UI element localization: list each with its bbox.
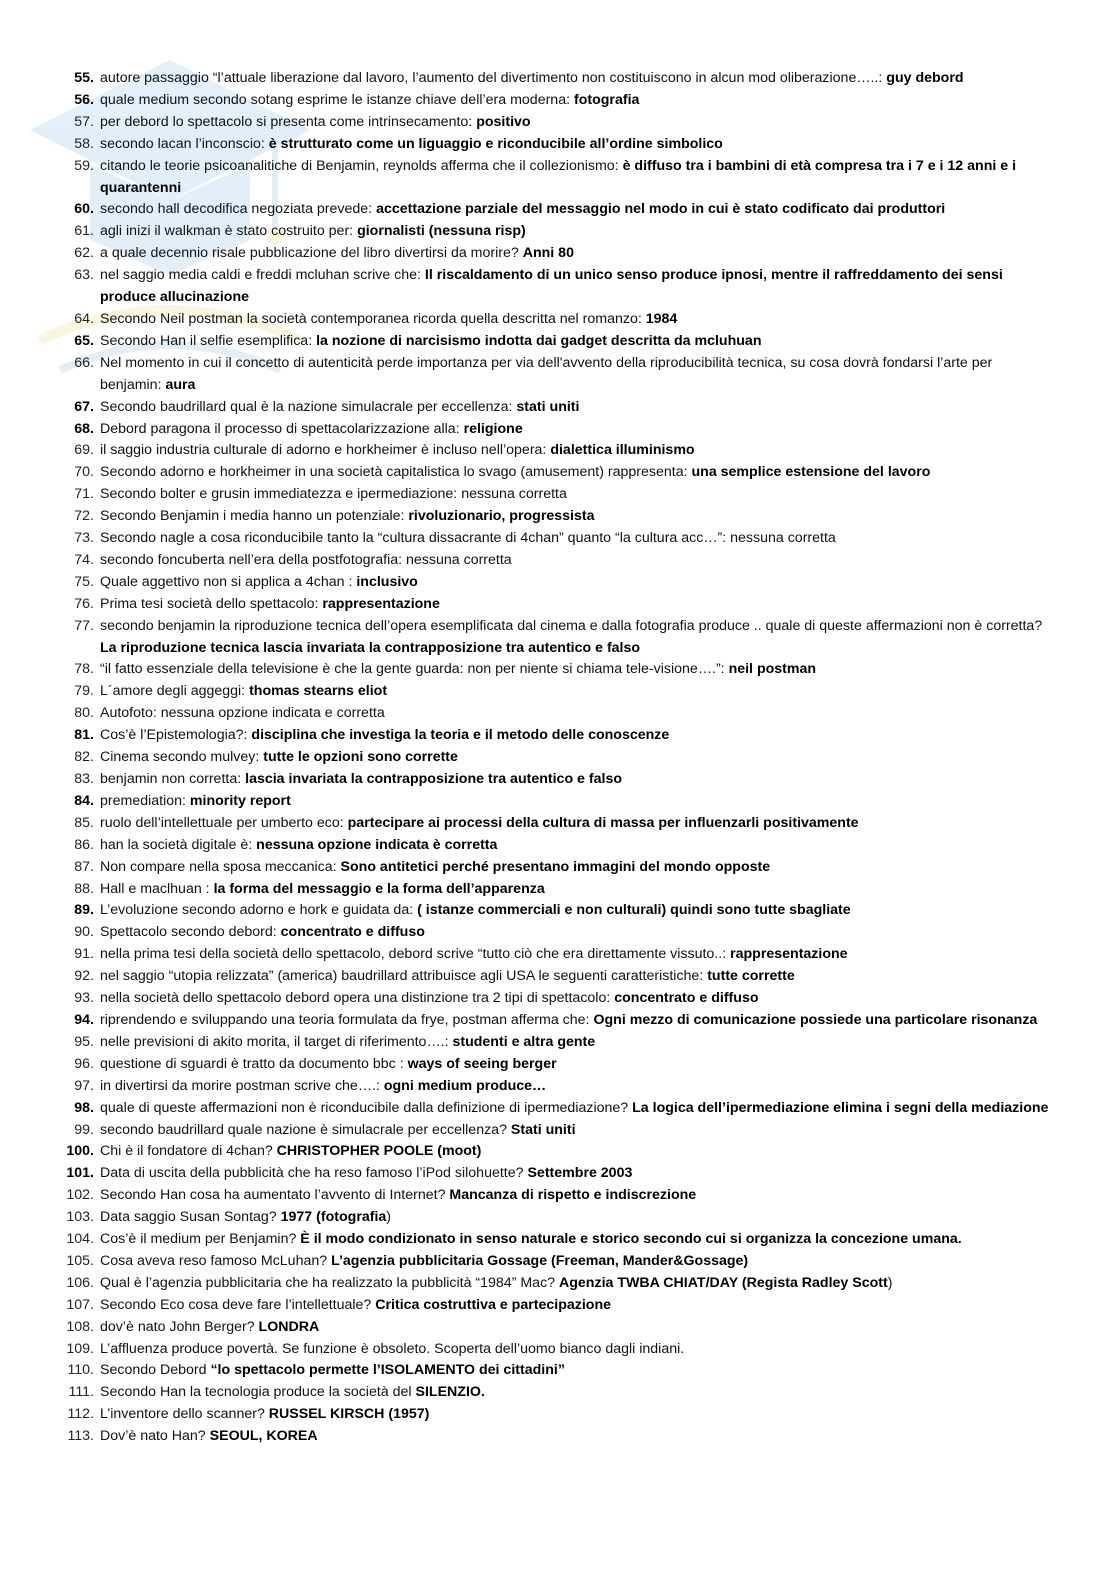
item-text bbox=[100, 309, 1056, 331]
list-item bbox=[66, 309, 1056, 331]
list-item bbox=[66, 1360, 1056, 1382]
answer-text: Agenzia TWBA CHIAT/DAY (Regista Radley Scott bbox=[559, 1274, 888, 1291]
answer-text: 1977 (fotografia bbox=[280, 1209, 387, 1226]
item-text bbox=[100, 572, 1056, 594]
item-number: 86. bbox=[74, 836, 94, 853]
list-item bbox=[66, 243, 1056, 265]
item-number: 88. bbox=[74, 880, 94, 897]
list-item bbox=[66, 1185, 1056, 1207]
item-number: 96. bbox=[74, 1055, 94, 1072]
item-number: 92. bbox=[74, 968, 94, 985]
list-item bbox=[66, 1054, 1056, 1076]
question-text: autore passaggio “l’attuale liberazione dal lavoro, l’aumento del divertimento non costituiscono in alcun mod oliberazione…..: bbox=[100, 70, 887, 86]
list-item bbox=[66, 265, 1056, 309]
question-text: per debord lo spettacolo si presenta come intrinsecamento: bbox=[100, 113, 477, 130]
list-item bbox=[66, 156, 1056, 200]
question-text: secondo hall decodifica negoziata prevede: bbox=[100, 201, 377, 218]
item-number: 80. bbox=[74, 705, 94, 722]
answer-text: Anni 80 bbox=[522, 245, 574, 262]
answer-text: neil postman bbox=[728, 661, 817, 678]
item-number: 85. bbox=[74, 814, 94, 831]
item-text bbox=[100, 397, 1056, 419]
item-number: 72. bbox=[74, 508, 94, 525]
list-item bbox=[66, 1098, 1056, 1120]
item-number: 83. bbox=[74, 771, 94, 787]
answer-text: è diffuso tra i bambini di età compresa tra i 7 e i 12 anni e i quarantenni bbox=[100, 157, 1017, 196]
answer-text: tutte corrette bbox=[707, 968, 795, 985]
list-item bbox=[66, 835, 1056, 857]
item-number: 97. bbox=[74, 1077, 94, 1094]
question-text: Secondo nagle a cosa riconducibile tanto la “cultura dissacrante di 4chan” quanto “la cultura acc…”: nessuna corretta bbox=[100, 530, 836, 547]
question-text: Secondo baudrillard qual è la nazione simulacrale per eccellenza: bbox=[100, 398, 517, 415]
question-text: Non compare nella sposa meccanica: bbox=[100, 858, 341, 875]
answer-text: 1984 bbox=[645, 310, 678, 327]
answer-text: dialettica illuminismo bbox=[550, 442, 695, 459]
list-item bbox=[66, 397, 1056, 419]
question-text: Secondo Han cosa ha aumentato l’avvento di Internet? bbox=[100, 1187, 450, 1204]
question-text: riprendendo e sviluppando una teoria formulata da frye, postman afferma che: bbox=[100, 1011, 594, 1028]
trailing-text: ) bbox=[386, 1209, 392, 1226]
item-text bbox=[100, 1032, 1056, 1054]
item-text bbox=[100, 90, 1056, 112]
list-item bbox=[66, 506, 1056, 528]
item-text bbox=[100, 1426, 1056, 1448]
list-item bbox=[66, 112, 1056, 134]
item-number: 103. bbox=[66, 1209, 94, 1226]
answer-text: RUSSEL KIRSCH (1957) bbox=[268, 1406, 430, 1423]
answer-text: accettazione parziale del messaggio nel modo in cui è stato codificato dai produttori bbox=[376, 201, 946, 218]
item-number: 100. bbox=[66, 1143, 94, 1160]
item-text bbox=[100, 221, 1056, 243]
list-item bbox=[66, 879, 1056, 901]
item-text bbox=[100, 1382, 1056, 1404]
item-number: 90. bbox=[74, 924, 94, 941]
item-text bbox=[100, 156, 1056, 200]
item-number: 79. bbox=[74, 683, 94, 700]
question-text: il saggio industria culturale di adorno e horkheimer è incluso nell’opera: bbox=[100, 442, 551, 459]
question-text: nella prima tesi della società dello spettacolo, debord scrive “tutto ciò che era direttamente vissuto..: bbox=[100, 946, 731, 963]
answer-text: inclusivo bbox=[356, 573, 418, 590]
question-text: Spettacolo secondo debord: bbox=[100, 924, 281, 941]
item-text bbox=[100, 528, 1056, 550]
question-text: premediation: bbox=[100, 792, 190, 809]
question-text: Secondo Eco cosa deve fare l’intellettuale? bbox=[100, 1296, 376, 1313]
item-text bbox=[100, 550, 1056, 572]
item-number: 76. bbox=[74, 595, 94, 612]
answer-text: La logica dell’ipermediazione elimina i segni della mediazione bbox=[632, 1099, 1049, 1116]
list-item bbox=[66, 484, 1056, 506]
item-text bbox=[100, 747, 1056, 769]
item-number: 109. bbox=[66, 1340, 94, 1357]
list-item bbox=[66, 1207, 1056, 1229]
item-text bbox=[100, 484, 1056, 506]
item-number: 99. bbox=[74, 1121, 94, 1138]
question-text: “il fatto essenziale della televisione è che la gente guarda: non per niente si chiama tele-visione….”: bbox=[100, 661, 729, 678]
answer-text: nessuna opzione indicata è corretta bbox=[256, 836, 498, 853]
item-text bbox=[100, 1120, 1056, 1142]
item-text bbox=[100, 879, 1056, 901]
list-item bbox=[66, 1317, 1056, 1339]
item-number: 91. bbox=[74, 946, 94, 963]
answer-text: Mancanza di rispetto e indiscrezione bbox=[449, 1187, 697, 1204]
list-item bbox=[66, 594, 1056, 616]
question-text: Qual è l’agenzia pubblicitaria che ha realizzato la pubblicità “1984” Mac? bbox=[100, 1274, 559, 1291]
question-text: Cosa aveva reso famoso McLuhan? bbox=[100, 1252, 332, 1269]
item-number: 113. bbox=[67, 1428, 94, 1445]
item-number: 68. bbox=[74, 420, 94, 437]
item-text bbox=[100, 813, 1056, 835]
item-number: 71. bbox=[74, 486, 94, 503]
item-number: 108. bbox=[66, 1318, 94, 1335]
item-number: 61. bbox=[74, 223, 94, 240]
list-item bbox=[66, 1163, 1056, 1185]
item-text bbox=[100, 1295, 1056, 1317]
list-item bbox=[66, 68, 1056, 90]
item-text bbox=[100, 900, 1056, 922]
item-text bbox=[100, 68, 1056, 90]
answer-text: minority report bbox=[189, 792, 291, 809]
item-text bbox=[100, 944, 1056, 966]
answer-text: rivoluzionario, progressista bbox=[408, 508, 595, 525]
item-number: 66. bbox=[74, 354, 94, 371]
question-text: quale medium secondo sotang esprime le istanze chiave dell’era moderna: bbox=[100, 91, 574, 108]
item-number: 107. bbox=[66, 1296, 94, 1313]
question-text: secondo baudrillard quale nazione è simulacrale per eccellenza? bbox=[100, 1121, 511, 1138]
item-number: 74. bbox=[74, 551, 94, 568]
item-text bbox=[100, 331, 1056, 353]
item-text bbox=[100, 857, 1056, 879]
item-text bbox=[100, 616, 1056, 660]
list-item bbox=[66, 1426, 1056, 1448]
question-text: Quale aggettivo non si applica a 4chan : bbox=[100, 573, 357, 590]
answer-text: L’agenzia pubblicitaria Gossage (Freeman, Mander&Gossage) bbox=[331, 1252, 749, 1269]
item-text bbox=[100, 1141, 1056, 1163]
item-number: 104. bbox=[66, 1231, 94, 1248]
answer-text: Il riscaldamento di un unico senso produce ipnosi, mentre il raffreddamento dei sensi produce allucinazione bbox=[100, 267, 1003, 306]
item-number: 110. bbox=[67, 1362, 94, 1379]
answer-text: thomas stearns eliot bbox=[249, 683, 388, 700]
list-item bbox=[66, 353, 1056, 397]
answer-text: Ogni mezzo di comunicazione possiede una particolare risonanza bbox=[593, 1011, 1038, 1028]
answer-text: stati uniti bbox=[516, 398, 580, 415]
answer-text: SILENZIO. bbox=[415, 1384, 485, 1401]
answer-text: positivo bbox=[476, 113, 531, 130]
question-text: Secondo Han la tecnologia produce la società del bbox=[100, 1384, 416, 1401]
question-text: L’affluenza produce povertà. Se funzione è obsoleto. Scoperta dell’uomo bianco dagli indiani. bbox=[100, 1340, 685, 1357]
item-text bbox=[100, 791, 1056, 813]
answer-text: fotografia bbox=[573, 91, 640, 108]
item-number: 59. bbox=[74, 157, 94, 174]
list-item bbox=[66, 419, 1056, 441]
item-number: 105. bbox=[66, 1252, 94, 1269]
answer-text: rappresentazione bbox=[730, 946, 848, 963]
question-text: Secondo adorno e horkheimer in una società capitalistica lo svago (amusement) rappresenta: bbox=[100, 464, 692, 481]
question-text: Cos’è l’Epistemologia?: bbox=[100, 727, 252, 744]
question-text: citando le teorie psicoanalitiche di Benjamin, reynolds afferma che il collezionismo: bbox=[100, 157, 623, 174]
list-item bbox=[66, 725, 1056, 747]
item-number: 112. bbox=[67, 1406, 94, 1423]
answer-text: È il modo condizionato in senso naturale e storico secondo cui si organizza la concezione umana. bbox=[300, 1231, 962, 1248]
item-text bbox=[100, 1360, 1056, 1382]
question-text: Secondo Neil postman la società contemporanea ricorda quella descritta nel romanzo: bbox=[100, 310, 646, 327]
item-number: 87. bbox=[74, 858, 94, 875]
answer-text: una semplice estensione del lavoro bbox=[691, 464, 931, 481]
item-number: 77. bbox=[74, 617, 94, 634]
answer-text: partecipare ai processi della cultura di massa per influenzarli positivamente bbox=[347, 814, 859, 831]
list-item bbox=[66, 134, 1056, 156]
item-number: 84. bbox=[74, 792, 94, 809]
question-text: Secondo Benjamin i media hanno un potenziale: bbox=[100, 508, 409, 525]
question-text: Data di uscita della pubblicità che ha reso famoso l’iPod silohuette? bbox=[100, 1165, 528, 1182]
item-number: 63. bbox=[74, 267, 94, 284]
question-text: quale di queste affermazioni non è riconducibile dalla definizione di ipermediazione? bbox=[100, 1099, 633, 1116]
list-item bbox=[66, 900, 1056, 922]
item-number: 98. bbox=[74, 1099, 94, 1116]
list-item bbox=[66, 1273, 1056, 1295]
answer-text: La riproduzione tecnica lascia invariata la contrapposizione tra autentico e falso bbox=[100, 639, 641, 656]
answer-text: rappresentazione bbox=[322, 595, 440, 612]
item-text bbox=[100, 769, 1056, 791]
list-item bbox=[66, 791, 1056, 813]
answer-text: la nozione di narcisismo indotta dai gadget descritta da mcluhuan bbox=[316, 332, 762, 349]
item-text bbox=[100, 199, 1056, 221]
item-text bbox=[100, 1054, 1056, 1076]
list-item bbox=[66, 944, 1056, 966]
item-text bbox=[100, 462, 1056, 484]
answer-text: religione bbox=[463, 420, 523, 437]
item-number: 95. bbox=[74, 1033, 94, 1050]
answer-text: aura bbox=[165, 376, 196, 393]
answer-text: SEOUL, KOREA bbox=[209, 1428, 318, 1445]
item-text bbox=[100, 659, 1056, 681]
question-text: L´amore degli aggeggi: bbox=[100, 683, 250, 700]
item-text bbox=[100, 506, 1056, 528]
item-number: 55. bbox=[74, 70, 94, 86]
trailing-text: ) bbox=[887, 1274, 893, 1291]
list-item bbox=[66, 1339, 1056, 1361]
list-item bbox=[66, 1251, 1056, 1273]
item-text bbox=[100, 1163, 1056, 1185]
question-text: secondo lacan l’inconscio: bbox=[100, 135, 269, 152]
answer-text: ways of seeing berger bbox=[407, 1055, 557, 1072]
list-item bbox=[66, 528, 1056, 550]
item-text bbox=[100, 440, 1056, 462]
item-text bbox=[100, 134, 1056, 156]
item-text bbox=[100, 243, 1056, 265]
list-item bbox=[66, 462, 1056, 484]
answer-text: LONDRA bbox=[258, 1318, 320, 1335]
list-item bbox=[66, 616, 1056, 660]
item-number: 81. bbox=[74, 727, 94, 744]
item-text bbox=[100, 419, 1056, 441]
item-text bbox=[100, 1273, 1056, 1295]
answer-text: lascia invariata la contrapposizione tra autentico e falso bbox=[245, 771, 623, 787]
question-text: ruolo dell’intellettuale per umberto eco: bbox=[100, 814, 348, 831]
list-item bbox=[66, 1295, 1056, 1317]
question-text: Secondo Debord bbox=[100, 1362, 211, 1379]
question-text: Hall e maclhuan : bbox=[100, 880, 214, 897]
answer-text: CHRISTOPHER POOLE (moot) bbox=[276, 1143, 482, 1160]
item-text bbox=[100, 1251, 1056, 1273]
list-item bbox=[66, 747, 1056, 769]
question-text: nel saggio media caldi e freddi mcluhan scrive che: bbox=[100, 267, 425, 284]
list-item bbox=[66, 331, 1056, 353]
item-text bbox=[100, 835, 1056, 857]
question-text: agli inizi il walkman è stato costruito per: bbox=[100, 223, 358, 240]
item-number: 57. bbox=[74, 113, 94, 130]
list-item bbox=[66, 703, 1056, 725]
question-answer-list bbox=[66, 68, 1056, 1448]
answer-text: disciplina che investiga la teoria e il metodo delle conoscenze bbox=[251, 727, 670, 744]
item-text bbox=[100, 1098, 1056, 1120]
item-text bbox=[100, 725, 1056, 747]
item-number: 101. bbox=[66, 1165, 94, 1182]
question-text: Chi è il fondatore di 4chan? bbox=[100, 1143, 277, 1160]
item-text bbox=[100, 1229, 1056, 1251]
list-item bbox=[66, 857, 1056, 879]
item-text bbox=[100, 1207, 1056, 1229]
item-text bbox=[100, 594, 1056, 616]
question-text: han la società digitale è: bbox=[100, 836, 257, 853]
item-text bbox=[100, 922, 1056, 944]
item-number: 106. bbox=[66, 1274, 94, 1291]
item-text bbox=[100, 1339, 1056, 1361]
list-item bbox=[66, 1382, 1056, 1404]
question-text: in divertirsi da morire postman scrive che….: bbox=[100, 1077, 384, 1094]
list-item bbox=[66, 572, 1056, 594]
question-text: secondo benjamin la riproduzione tecnica dell’opera esemplificata dal cinema e dalla fotografia produce .. quale di queste affermazioni non è corretta? bbox=[100, 617, 1043, 634]
question-text: Secondo Han il selfie esemplifica: bbox=[100, 332, 317, 349]
list-item bbox=[66, 1032, 1056, 1054]
item-text bbox=[100, 966, 1056, 988]
list-item bbox=[66, 221, 1056, 243]
item-text bbox=[100, 353, 1056, 397]
answer-text: studenti e altra gente bbox=[452, 1033, 596, 1050]
question-text: L’inventore dello scanner? bbox=[100, 1406, 269, 1423]
item-number: 73. bbox=[74, 530, 94, 547]
answer-text: Critica costruttiva e partecipazione bbox=[375, 1296, 612, 1313]
list-item bbox=[66, 988, 1056, 1010]
answer-text: “lo spettacolo permette l’ISOLAMENTO dei cittadini” bbox=[210, 1362, 565, 1379]
answer-text: ( istanze commerciali e non culturali) quindi sono tutte sbagliate bbox=[417, 902, 851, 919]
item-number: 70. bbox=[74, 464, 94, 481]
answer-text: concentrato e diffuso bbox=[614, 990, 759, 1007]
item-number: 56. bbox=[74, 91, 94, 108]
item-number: 89. bbox=[74, 902, 94, 919]
list-item bbox=[66, 1141, 1056, 1163]
item-text bbox=[100, 1010, 1056, 1032]
item-number: 82. bbox=[74, 749, 94, 766]
item-text bbox=[100, 1317, 1056, 1339]
item-number: 69. bbox=[74, 442, 94, 459]
list-item bbox=[66, 1010, 1056, 1032]
list-item bbox=[66, 813, 1056, 835]
item-number: 94. bbox=[74, 1011, 94, 1028]
list-item bbox=[66, 769, 1056, 791]
item-number: 67. bbox=[74, 398, 94, 415]
list-item bbox=[66, 681, 1056, 703]
item-text bbox=[100, 112, 1056, 134]
item-number: 93. bbox=[74, 990, 94, 1007]
list-item bbox=[66, 966, 1056, 988]
question-text: Cos’è il medium per Benjamin? bbox=[100, 1231, 301, 1248]
list-item bbox=[66, 550, 1056, 572]
question-text: Data saggio Susan Sontag? bbox=[100, 1209, 281, 1226]
item-text bbox=[100, 681, 1056, 703]
question-text: dov’è nato John Berger? bbox=[100, 1318, 259, 1335]
question-text: Debord paragona il processo di spettacolarizzazione alla: bbox=[100, 420, 464, 437]
item-text bbox=[100, 265, 1056, 309]
item-number: 58. bbox=[74, 135, 94, 152]
answer-text: la forma del messaggio e la forma dell’apparenza bbox=[213, 880, 545, 897]
answer-text: tutte le opzioni sono corrette bbox=[263, 749, 458, 766]
item-number: 64. bbox=[74, 310, 94, 327]
list-item bbox=[66, 1076, 1056, 1098]
item-number: 102. bbox=[66, 1187, 94, 1204]
item-text bbox=[100, 1404, 1056, 1426]
question-text: nel saggio “utopia relizzata” (america) baudrillard attribuisce agli USA le seguenti caratteristiche: bbox=[100, 968, 708, 985]
list-item bbox=[66, 199, 1056, 221]
answer-text: è strutturato come un liguaggio e riconducibile all’ordine simbolico bbox=[268, 135, 723, 152]
answer-text: Stati uniti bbox=[510, 1121, 576, 1138]
item-text bbox=[100, 1076, 1056, 1098]
question-text: Prima tesi società dello spettacolo: bbox=[100, 595, 323, 612]
item-number: 65. bbox=[74, 332, 94, 349]
list-item bbox=[66, 440, 1056, 462]
list-item bbox=[66, 1404, 1056, 1426]
answer-text: Settembre 2003 bbox=[527, 1165, 633, 1182]
question-text: nella società dello spettacolo debord opera una distinzione tra 2 tipi di spettacolo: bbox=[100, 990, 615, 1007]
question-text: Dov’è nato Han? bbox=[100, 1428, 210, 1445]
item-text bbox=[100, 703, 1056, 725]
answer-text: giornalisti (nessuna risp) bbox=[357, 223, 526, 240]
answer-text: guy debord bbox=[886, 70, 964, 86]
item-number: 60. bbox=[74, 201, 94, 218]
question-text: L’evoluzione secondo adorno e hork e guidata da: bbox=[100, 902, 418, 919]
answer-text: ogni medium produce… bbox=[383, 1077, 547, 1094]
answer-text: Sono antitetici perché presentano immagini del mondo opposte bbox=[340, 858, 771, 875]
item-number: 78. bbox=[74, 661, 94, 678]
list-item bbox=[66, 90, 1056, 112]
list-item bbox=[66, 1120, 1056, 1142]
item-text bbox=[100, 988, 1056, 1010]
list-item bbox=[66, 659, 1056, 681]
item-number: 62. bbox=[74, 245, 94, 262]
question-text: Secondo bolter e grusin immediatezza e ipermediazione: nessuna corretta bbox=[100, 486, 567, 503]
question-text: questione di sguardi è tratto da documento bbc : bbox=[100, 1055, 408, 1072]
question-text: Autofoto: nessuna opzione indicata e corretta bbox=[100, 705, 385, 722]
question-text: Cinema secondo mulvey: bbox=[100, 749, 264, 766]
answer-text: concentrato e diffuso bbox=[280, 924, 425, 941]
question-text: Nel momento in cui il concetto di autenticità perde importanza per via dell'avvento della riproducibilità tecnica, su cosa dovrà fondarsi l’arte per benjamin: bbox=[100, 354, 993, 393]
question-text: secondo foncuberta nell’era della postfotografia: nessuna corretta bbox=[100, 551, 512, 568]
item-number: 75. bbox=[74, 573, 94, 590]
question-text: benjamin non corretta: bbox=[100, 771, 246, 787]
question-text: a quale decennio risale pubblicazione del libro divertirsi da morire? bbox=[100, 245, 523, 262]
list-item bbox=[66, 922, 1056, 944]
item-number: 111. bbox=[68, 1384, 94, 1401]
question-text: nelle previsioni di akito morita, il target di riferimento….: bbox=[100, 1033, 453, 1050]
list-item bbox=[66, 1229, 1056, 1251]
item-text bbox=[100, 1185, 1056, 1207]
